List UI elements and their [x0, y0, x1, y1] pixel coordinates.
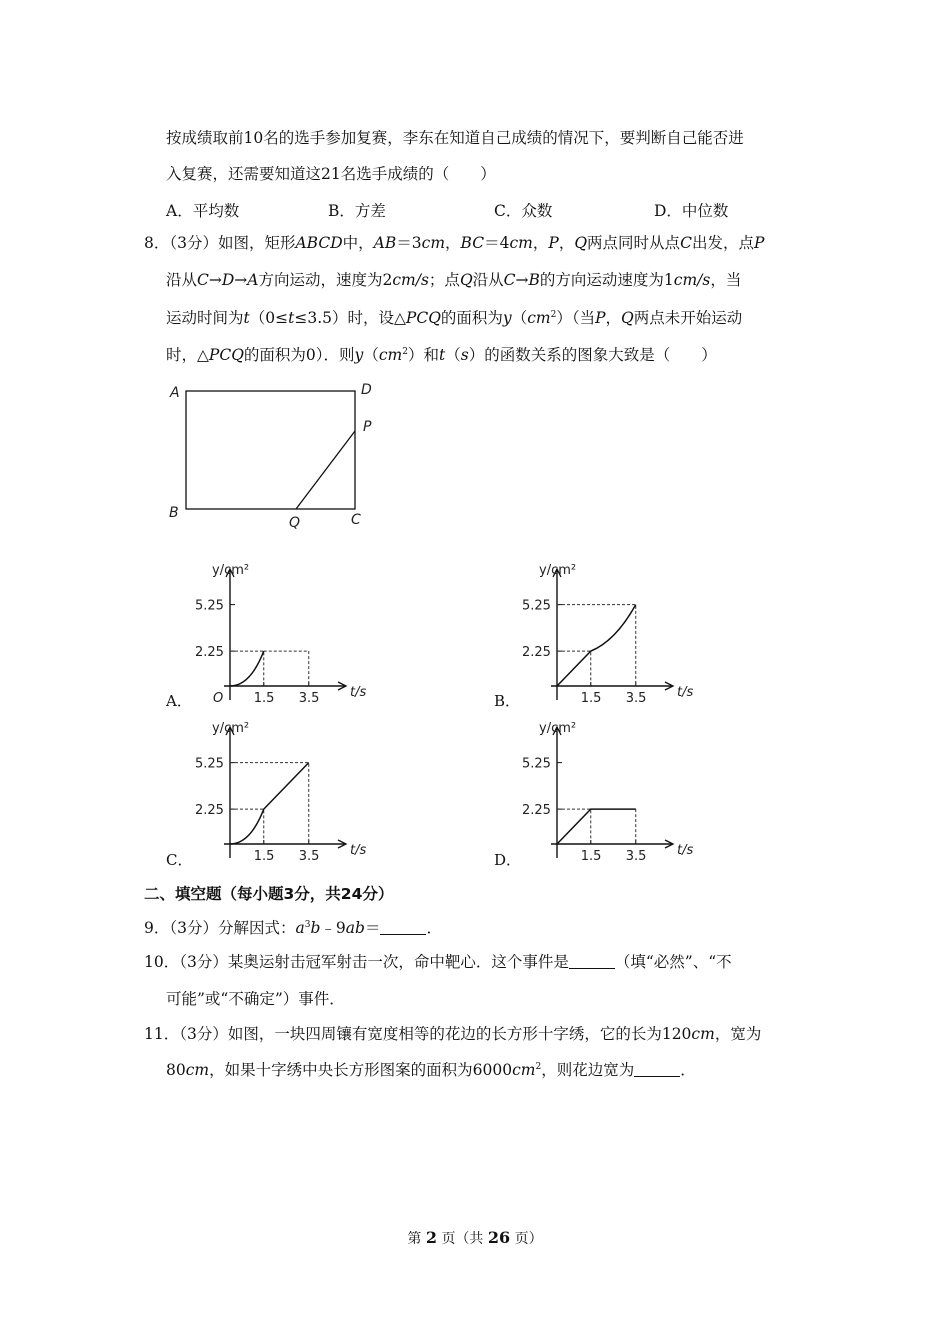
q7-option-a: A．平均数	[166, 202, 240, 220]
q8-line3: 运动时间为t（0≤t≤3.5）时，设△PCQ的面积为$y(cm^2)$（当P，Q两点未开始运动	[166, 309, 743, 327]
x-tick-label: 3.5	[298, 849, 320, 864]
label-d: D	[361, 382, 372, 398]
y-tick-label: 5.25	[522, 598, 551, 614]
x-axis-label: t/s	[677, 843, 694, 858]
origin-label: O	[213, 691, 224, 706]
graph-D	[522, 718, 692, 868]
series-line	[230, 763, 309, 844]
q7-line2: 入复赛，还需要知道这21名选手成绩的（ ）	[166, 165, 496, 183]
y-axis-label: y/cm²	[539, 563, 577, 578]
answer-blank[interactable]	[634, 1062, 680, 1077]
label-b: B	[169, 505, 179, 521]
x-tick-label: 3.5	[625, 691, 647, 706]
x-axis-label: t/s	[350, 843, 367, 858]
q7-line1: 按成绩取前10名的选手参加复赛，李东在知道自己成绩的情况下，要判断自己能否进	[166, 129, 744, 147]
q11-line1: 11．（3分）如图，一块四周镶有宽度相等的花边的长方形十字绣，它的长为120cm，宽为	[144, 1025, 762, 1043]
x-axis-label: t/s	[350, 685, 367, 700]
label-a: A	[170, 385, 180, 401]
q9-line: 9．（3分）分解因式：$a^3b﹣9ab=$ ．	[144, 919, 442, 937]
q10-line1: 10．（3分）某奥运射击冠军射击一次，命中靶心．这个事件是 （填“必然”、“不	[144, 953, 732, 971]
series-line	[557, 809, 636, 844]
label-c: C	[351, 512, 361, 528]
section-title: 二、填空题（每小题3分，共24分）	[144, 885, 394, 903]
q7-option-b: B．方差	[328, 202, 386, 220]
x-tick-label: 3.5	[625, 849, 647, 864]
y-tick-label: 5.25	[195, 756, 224, 772]
answer-blank[interactable]	[569, 954, 615, 969]
y-tick-label: 2.25	[195, 803, 224, 819]
x-axis-label: t/s	[677, 685, 694, 700]
q8-line2: 沿从C→D→A方向运动，速度为2cm/s；点Q沿从C→B的方向运动速度为1cm/s，当	[166, 271, 742, 289]
x-tick-label: 1.5	[253, 691, 275, 706]
q10-line2: 可能”或“不确定”）事件．	[166, 990, 345, 1008]
graph-C	[195, 718, 365, 868]
choice-label-a: A．	[166, 692, 192, 710]
y-tick-label: 5.25	[522, 756, 551, 772]
guide-line	[230, 809, 264, 844]
y-tick-label: 2.25	[522, 803, 551, 819]
x-tick-label: 1.5	[580, 849, 602, 864]
guide-line	[230, 651, 264, 686]
choice-label-d: D．	[494, 851, 522, 869]
q7-option-d: D．中位数	[654, 202, 729, 220]
q11-line2: 80cm，如果十字绣中央长方形图案的面积为$6000cm^2$，则花边宽为 ．	[166, 1061, 696, 1079]
y-axis-label: y/cm²	[212, 563, 250, 578]
answer-blank[interactable]	[380, 920, 426, 935]
y-tick-label: 2.25	[522, 645, 551, 661]
choice-label-b: B．	[494, 692, 521, 710]
q7-option-c: C．众数	[494, 202, 553, 220]
label-p: P	[363, 419, 372, 435]
series-line	[557, 605, 636, 686]
choice-label-c: C．	[166, 851, 193, 869]
label-q: Q	[289, 515, 301, 531]
rectangle-figure	[160, 376, 400, 536]
graph-A	[195, 560, 365, 710]
graph-B	[522, 560, 692, 710]
y-tick-label: 2.25	[195, 645, 224, 661]
y-axis-label: y/cm²	[539, 721, 577, 736]
q8-line4: 时，△PCQ的面积为0）．则$y(cm^2)$和t（s）的函数关系的图象大致是（ ）	[166, 346, 717, 364]
x-tick-label: 1.5	[253, 849, 275, 864]
y-axis-label: y/cm²	[212, 721, 250, 736]
x-tick-label: 3.5	[298, 691, 320, 706]
page-footer: 第 2 页（共 26 页）	[407, 1228, 543, 1247]
x-tick-label: 1.5	[580, 691, 602, 706]
series-line	[230, 651, 264, 686]
y-tick-label: 5.25	[195, 598, 224, 614]
q8-line1: 8．（3分）如图，矩形ABCD中，AB＝3cm，BC＝4cm，P，Q两点同时从点C出发，点P	[144, 234, 765, 252]
